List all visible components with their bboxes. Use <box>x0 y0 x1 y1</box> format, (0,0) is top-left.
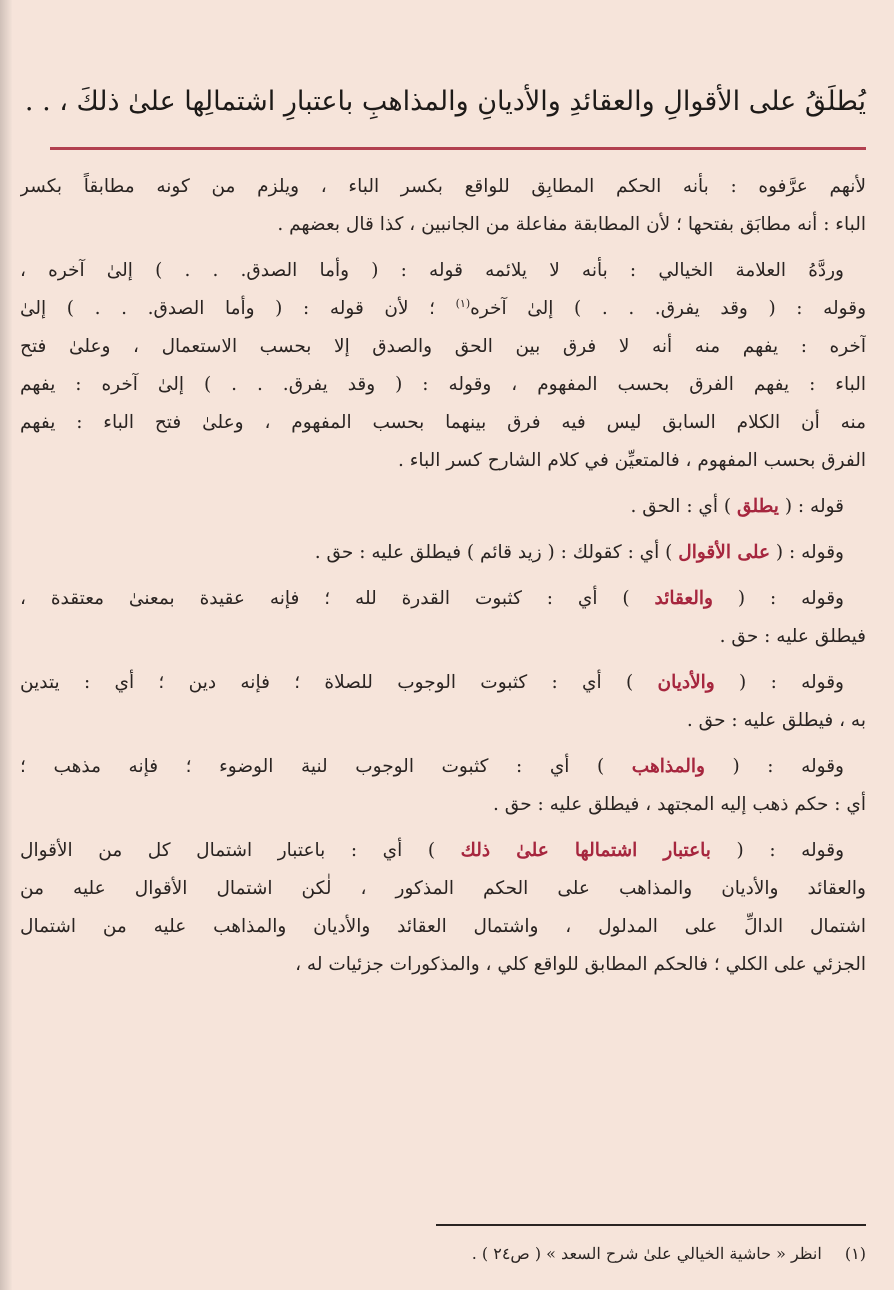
text-line: الباء : يفهم الفرق بحسب المفهوم ، وقوله : ( وقد يفرق. . . ) إلىٰ آخره : يفهم <box>20 374 866 395</box>
text-line: الجزئي على الكلي ؛ فالحكم المطابق للواقع كلي ، والمذكورات جزئيات له ، <box>295 954 866 975</box>
gloss-prefix: وقوله : ( <box>739 672 844 693</box>
text-line: آخره : يفهم منه أنه لا فرق بين الحق والصدق إلا بحسب الاستعمال ، وعلىٰ فتح <box>20 336 866 357</box>
footnote-separator-rule <box>436 1224 866 1226</box>
gloss-aqaid <box>20 580 866 656</box>
gloss-prefix: وقوله : ( <box>732 756 844 777</box>
footnote-reference[interactable]: (١) <box>455 296 471 310</box>
footnote-text: انظر « حاشية الخيالي علىٰ شرح السعد » ( ص٢٤ ) . <box>471 1244 822 1263</box>
book-spine-shadow <box>0 0 12 1290</box>
text-line <box>20 290 866 328</box>
matn-keyword: والعقائد <box>654 588 713 609</box>
text-line <box>20 832 866 870</box>
footnote <box>472 1244 866 1263</box>
paragraph-definition <box>20 168 866 244</box>
text-line: الباء : أنه مطابَق بفتحها ؛ لأن المطابقة مفاعلة من الجانبين ، كذا قال بعضهم . <box>277 214 866 235</box>
gloss-prefix: وقوله : ( <box>736 840 845 861</box>
text-line: لأنهم عرَّفوه : بأنه الحكم المطابِق للواقع بكسر الباء ، ويلزم من كونه مطابقاً بكسر <box>20 176 866 197</box>
text-segment: ؛ لأن قوله : ( وأما الصدق. . . ) إلىٰ <box>20 298 456 319</box>
gloss-itibar <box>20 832 866 984</box>
gloss-adyan <box>20 664 866 740</box>
matn-heading: يُطلَقُ على الأقوالِ والعقائدِ والأديانِ والمذاهبِ باعتبارِ اشتمالِها علىٰ ذلكَ ، . . <box>24 86 866 117</box>
matn-keyword: باعتبار اشتمالها علىٰ ذلك <box>460 840 711 861</box>
gloss-explanation: ) أي : الحق . <box>630 496 738 517</box>
matn-keyword: يطلق <box>737 496 779 517</box>
text-line: وردَّهُ العلامة الخيالي : بأنه لا يلائمه قوله : ( وأما الصدق. . . ) إلىٰ آخره ، <box>20 260 844 281</box>
gloss-yutlaq <box>20 488 866 526</box>
footnote-number: (١) <box>844 1244 866 1263</box>
text-segment: وقوله : ( وقد يفرق. . . ) إلىٰ آخره <box>470 298 866 319</box>
commentary-body <box>20 168 866 984</box>
gloss-prefix: وقوله : ( <box>775 542 844 563</box>
matn-separator-rule <box>50 147 866 150</box>
matn-keyword: على الأقوال <box>678 542 770 563</box>
text-line <box>20 664 866 702</box>
gloss-prefix: وقوله : ( <box>737 588 844 609</box>
text-line <box>20 748 866 786</box>
gloss-explanation: ) أي : كثبوت الوجوب للصلاة ؛ فإنه دين ؛ أي : يتدين <box>20 672 658 693</box>
text-line: والعقائد والأديان والمذاهب على الحكم المذكور ، لٰكن اشتمال الأقوال عليه من <box>20 878 866 899</box>
gloss-explanation: ) أي : كقولك : ( زيد قائم ) فيطلق عليه : حق . <box>314 542 679 563</box>
text-line: الفرق بحسب المفهوم ، فالمتعيِّن في كلام الشارح كسر الباء . <box>397 450 866 471</box>
gloss-explanation: ) أي : كثبوت القدرة لله ؛ فإنه عقيدة بمعنىٰ معتقدة ، <box>20 588 655 609</box>
text-line <box>20 580 866 618</box>
paragraph-khayali-response <box>20 252 866 480</box>
matn-keyword: والمذاهب <box>631 756 705 777</box>
text-line: به ، فيطلق عليه : حق . <box>686 710 866 731</box>
gloss-aqwal <box>20 534 866 572</box>
text-line: فيطلق عليه : حق . <box>719 626 866 647</box>
text-line: منه أن الكلام السابق ليس فيه فرق بينهما بحسب المفهوم ، وعلىٰ فتح الباء : يفهم <box>20 412 866 433</box>
gloss-prefix: قوله : ( <box>784 496 844 517</box>
gloss-explanation: ) أي : كثبوت الوجوب لنية الوضوء ؛ فإنه مذهب ؛ <box>20 756 632 777</box>
text-line: اشتمال الدالِّ على المدلول ، واشتمال العقائد والأديان والمذاهب عليه من اشتمال <box>20 916 866 937</box>
matn-keyword: والأديان <box>657 672 715 693</box>
text-line: أي : حكم ذهب إليه المجتهد ، فيطلق عليه : حق . <box>493 794 866 815</box>
gloss-madhahib <box>20 748 866 824</box>
gloss-explanation: ) أي : باعتبار اشتمال كل من الأقوال <box>20 840 461 861</box>
